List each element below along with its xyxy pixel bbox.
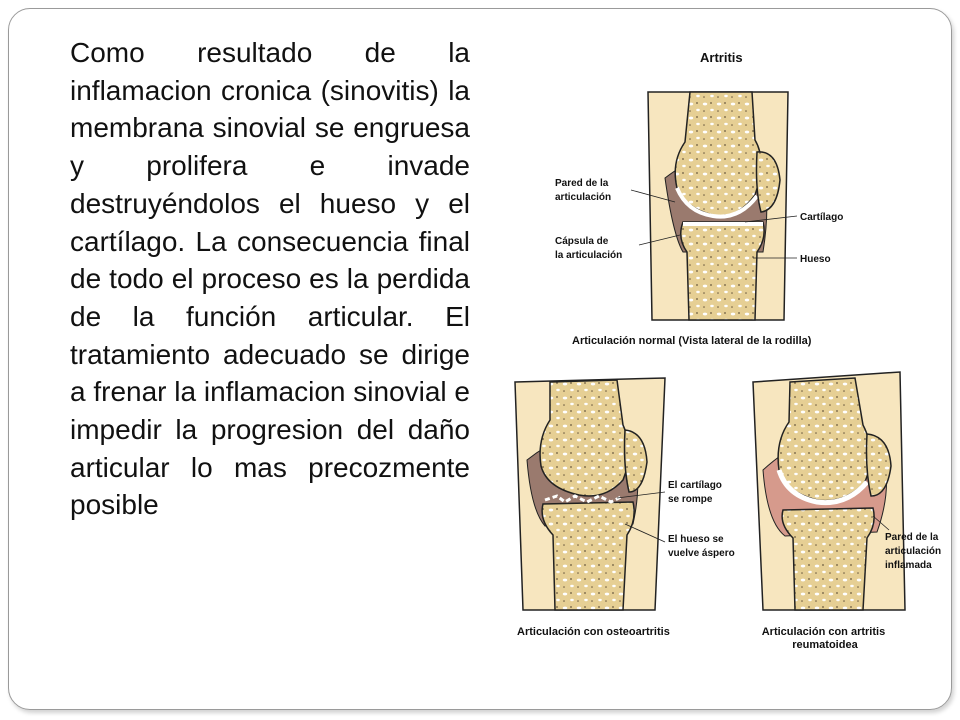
osteo-label-cartilago-line1: El cartílago — [668, 480, 722, 491]
osteo-label-cartilago-line2: se rompe — [668, 494, 713, 505]
normal-label-capsula-line2: la articulación — [555, 250, 623, 261]
normal-tibia — [681, 222, 764, 320]
osteo-caption: Articulación con osteoartritis — [517, 626, 670, 638]
rheuma-caption-line2: reumatoidea — [792, 639, 858, 650]
normal-femur — [675, 92, 761, 216]
svg-text:Cápsula de la articulación — [555, 236, 622, 261]
normal-label-cartilago: Cartílago — [800, 212, 844, 223]
rheuma-caption-line1: Articulación con artritis — [761, 626, 886, 638]
svg-text:El cartílago se rompe — [668, 480, 725, 505]
figure-title: Artritis — [700, 50, 743, 65]
osteo-label-hueso-line2: vuelve áspero — [668, 548, 735, 559]
normal-caption: Articulación normal (Vista lateral de la rodilla) — [572, 335, 812, 347]
svg-text:Pared de la articulación — [555, 178, 611, 203]
svg-text:Articulación con artritis — [762, 626, 889, 650]
slide-body-text: Como resultado de la inflamacion cronica (sinovitis) la membrana sinovial se engruesa y prolifera e invade destruyéndolos el hueso y el cartílago. La consecuencia final de todo el proceso es la perdida de la función articular. El tratamiento adecuado se dirige a frenar la inflamacion sinovial e impedir la progresion del daño articular lo mas precozmente posible — [70, 37, 470, 521]
rheuma-label-pared-line3: inflamada — [885, 560, 932, 571]
normal-label-capsula-line1: Cápsula de — [555, 236, 609, 247]
svg-text:El hueso se vuelve áspero — [668, 534, 735, 559]
rheuma-label-pared-line1: Pared de la — [885, 532, 939, 543]
rheumatoid-knee-diagram — [753, 372, 905, 610]
normal-knee-diagram — [648, 92, 788, 320]
osteo-tibia — [542, 502, 634, 610]
osteo-femur — [540, 380, 629, 496]
svg-text:Pared de la articulación — [885, 532, 944, 571]
osteoarthritis-knee-diagram — [515, 378, 665, 610]
osteo-label-hueso-line1: El hueso se — [668, 534, 724, 545]
rheuma-tibia — [782, 508, 874, 610]
normal-label-pared-line1: Pared de la — [555, 178, 609, 189]
rheuma-femur — [778, 378, 870, 501]
normal-label-pared-line2: articulación — [555, 192, 612, 203]
rheuma-label-pared-line2: articulación — [885, 546, 942, 557]
arthritis-figure — [505, 30, 950, 650]
normal-label-hueso: Hueso — [800, 254, 831, 265]
